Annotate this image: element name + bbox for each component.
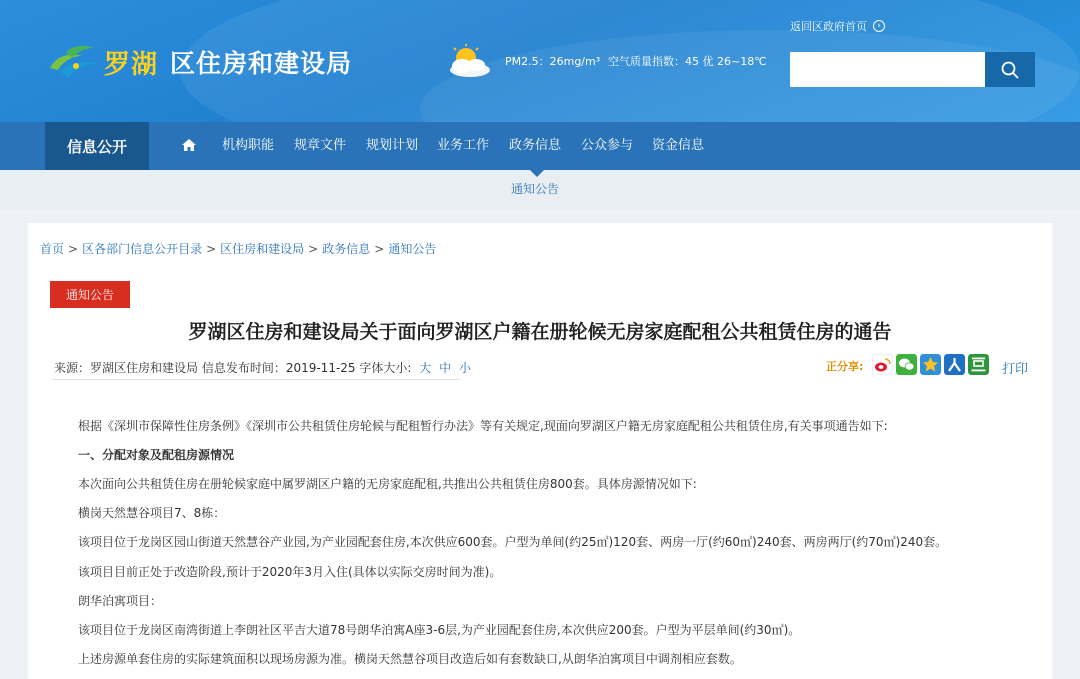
meta-divider [52,379,460,380]
font-size-large-button[interactable]: 大 [419,361,432,375]
site-title-city: 罗湖 [104,49,159,80]
wechat-share-icon[interactable] [896,354,917,375]
breadcrumb [40,240,436,257]
partly-cloudy-icon [442,44,494,80]
nav-item-regulations[interactable]: 规章文件 [294,138,347,153]
subnav-item-notices[interactable]: 通知公告 [511,182,560,196]
article-paragraph: 该项目目前正处于改造阶段,预计于2020年3月入住(具体以实际交房时间为准)。 [78,565,502,579]
search-icon [1000,60,1020,80]
font-size-small-button[interactable]: 小 [458,361,471,375]
breadcrumb-home[interactable]: 首页 [40,242,65,256]
breadcrumb-separator: > [68,242,79,256]
breadcrumb-government-info[interactable]: 政务信息 [322,242,371,256]
qzone-share-icon[interactable] [920,354,941,375]
back-to-government-link[interactable] [790,18,885,34]
article-meta-text: 来源：罗湖区住房和建设局 信息发布时间：2019-11-25 字体大小: [54,361,412,375]
breadcrumb-directory[interactable]: 区各部门信息公开目录 [82,242,203,256]
luohu-logo-icon[interactable] [46,42,102,82]
nav-current-section[interactable]: 信息公开 [45,122,149,170]
nav-item-funds[interactable]: 资金信息 [652,138,705,153]
home-icon[interactable] [180,136,198,154]
douban-share-icon[interactable] [968,354,989,375]
nav-item-government-info[interactable]: 政务信息 [509,138,562,153]
arrow-circle-icon: › [873,20,885,32]
share-label: 正分享: [826,360,864,373]
article-paragraph: 该项目位于龙岗区南湾街道上李朗社区平吉大道78号朗华泊寓A座3-6层,为产业园配套住房,本次供应200套。户型为平层单间(约30㎡)。 [78,623,801,637]
main-nav [0,122,1080,170]
article-section-heading: 一、分配对象及配租房源情况 [78,448,235,462]
category-tag[interactable]: 通知公告 [50,281,130,308]
article-paragraph: 朗华泊寓项目： [78,594,163,608]
breadcrumb-separator: > [206,242,217,256]
nav-item-plans[interactable]: 规划计划 [366,138,419,153]
pm25-readout: PM2.5：26mg/m³ [505,55,601,68]
weibo-share-icon[interactable] [872,354,893,375]
article-paragraph: 横岗天然慧谷项目7、8栋： [78,506,226,520]
sub-nav [0,170,1080,210]
aqi-readout: 空气质量指数：45 优 26~18℃ [608,55,767,68]
nav-item-public-participation[interactable]: 公众参与 [581,138,634,153]
breadcrumb-notices[interactable]: 通知公告 [388,242,437,256]
nav-item-business[interactable]: 业务工作 [437,138,490,153]
print-button[interactable]: 打印 [1002,362,1029,377]
article-title: 罗湖区住房和建设局关于面向罗湖区户籍在册轮候无房家庭配租公共租赁住房的通告 [188,321,892,343]
renren-share-icon[interactable] [944,354,965,375]
breadcrumb-separator: > [308,242,319,256]
site-title[interactable] [104,44,352,80]
nav-item-functions[interactable]: 机构职能 [222,138,275,153]
article-paragraph: 该项目位于龙岗区园山街道天然慧谷产业园,为产业园配套住房,本次供应600套。户型为单间(约25㎡)120套、两房一厅(约60㎡)240套、两房两厅(约70㎡)240套。 [78,535,948,549]
search-button[interactable] [985,52,1035,87]
site-title-bureau: 区住房和建设局 [170,49,353,78]
article-card [28,223,1052,679]
site-header [0,0,1080,122]
breadcrumb-separator: > [374,242,385,256]
back-link-label: 返回区政府首页 [790,20,867,33]
article-meta [54,359,471,376]
breadcrumb-bureau[interactable]: 区住房和建设局 [220,242,305,256]
font-size-medium-button[interactable]: 中 [439,361,452,375]
search-input[interactable] [790,52,986,87]
triangle-down-icon [530,170,544,177]
article-paragraph: 上述房源单套住房的实际建筑面积以现场房源为准。横岗天然慧谷项目改造后如有套数缺口,从朗华泊寓项目中调剂相应套数。 [78,652,742,666]
article-paragraph: 根据《深圳市保障性住房条例》《深圳市公共租赁住房轮候与配租暂行办法》等有关规定,现面向罗湖区户籍无房家庭配租公共租赁住房,有关事项通告如下: [78,419,888,433]
article-paragraph: 本次面向公共租赁住房在册轮候家庭中属罗湖区户籍的无房家庭配租,共推出公共租赁住房800套。具体房源情况如下: [78,477,697,491]
